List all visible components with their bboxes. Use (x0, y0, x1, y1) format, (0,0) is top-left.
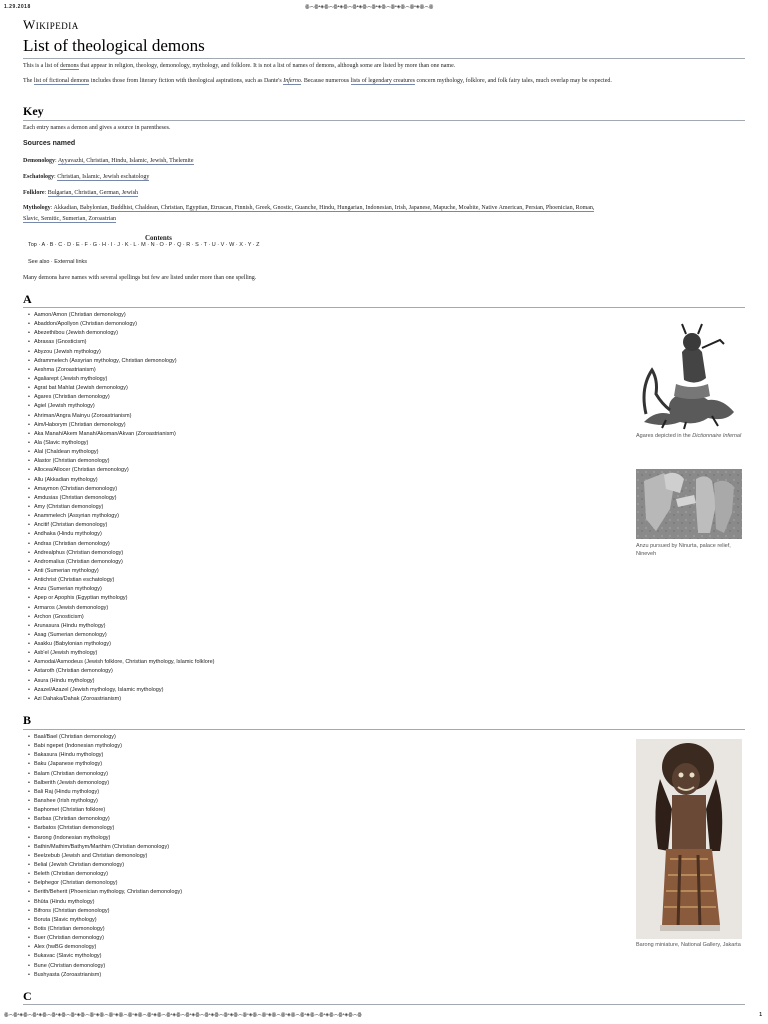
b-entry-link[interactable]: Buer (Christian demonology) (33, 935, 104, 942)
a-entry-link[interactable]: Asb'el (Jewish mythology) (33, 650, 98, 657)
demon-list-item (28, 640, 214, 649)
title-divider (23, 58, 745, 59)
b-entry-link[interactable]: Barong (Indonesian mythology) (33, 834, 111, 841)
demon-list-item (28, 751, 182, 760)
barong-miniature-photo (636, 739, 742, 939)
page-number: 1 (759, 1012, 762, 1018)
demon-list-item (28, 925, 182, 934)
demon-list-item (28, 594, 214, 603)
a-entry-link[interactable]: Apep or Apophis (Egyptian mythology) (33, 595, 128, 602)
a-entry-link[interactable]: Aamon/Amon (Christian demonology) (33, 312, 126, 318)
eschatology-sources: Eschatology: Christian, Islamic, Jewish eschatology (23, 174, 150, 180)
a-entry-link[interactable]: Antichrist (Christian eschatology) (33, 577, 115, 584)
demon-list-item (28, 366, 214, 375)
section-c-heading: C (23, 989, 32, 1003)
demon-list-item (28, 530, 214, 539)
a-entry-link[interactable]: Agaliarept (Jewish mythology) (33, 375, 108, 382)
a-entry-link[interactable]: Astaroth (Christian demonology) (33, 668, 113, 675)
demon-list-item (28, 476, 214, 485)
demon-list-item (28, 311, 214, 320)
mythology-links-2[interactable]: Slavic, Semitic, Sumerian, Zoroastrian (23, 216, 116, 222)
a-entry-link[interactable]: Asmodai/Asmodeus (Jewish folklore, Christian mythology, Islamic folklore) (33, 659, 215, 666)
toc-extra-links[interactable]: See also · External links (28, 259, 87, 265)
demon-list-item (28, 457, 214, 466)
a-entry-link[interactable]: Azi Dahaka/Dahak (Zoroastrianism) (33, 695, 122, 702)
b-entry-link[interactable]: Botis (Christian demonology) (33, 925, 105, 932)
b-entry-link[interactable]: Baphomet (Christian folklore) (33, 807, 106, 814)
section-a-heading: A (23, 292, 32, 306)
a-entry-link[interactable]: Abezethibou (Jewish demonology) (33, 330, 119, 337)
demon-list-item (28, 843, 182, 852)
demon-list-item (28, 430, 214, 439)
b-entry-link[interactable]: Bathin/Mathim/Bathym/Marthim (Christian demonology) (33, 843, 170, 850)
demon-list-item (28, 907, 182, 916)
demon-list-item (28, 806, 182, 815)
b-entry-link[interactable]: Beleth (Christian demonology) (33, 871, 108, 878)
demon-list-item (28, 622, 214, 631)
demon-list-item (28, 512, 214, 521)
demon-list-item (28, 421, 214, 430)
key-heading: Key (23, 104, 44, 118)
a-entry-link[interactable]: Amaymon (Christian demonology) (33, 485, 118, 492)
demon-list-item (28, 962, 182, 971)
demon-list-item (28, 943, 182, 952)
demon-list-item (28, 934, 182, 943)
intro-paragraph-2: The list of fictional demons includes those from literary fiction with theological aspirations, such as Dante's Inferno. Because numerous lists of legendary creatures concern mythology, folklore, and folk fairy tales, much overlap may be expected. (23, 78, 612, 84)
demon-list-item (28, 521, 214, 530)
a-entry-link[interactable]: Abaddon/Apollyon (Christian demonology) (33, 321, 137, 328)
demon-list-item (28, 393, 214, 402)
demons-link[interactable]: demons (60, 63, 79, 69)
demon-list-item (28, 695, 214, 704)
demon-list-item (28, 770, 182, 779)
a-entry-link[interactable]: Asura (Hindu mythology) (33, 677, 95, 684)
mythology-sources: Mythology: Akkadian, Babylonian, Buddhist, Chaldean, Christian, Egyptian, Etruscan, Finnish, Greek, Gnostic, Guanche, Hindu, Hungarian, Indonesian, Irish, Japanese, Mapuche, Moabite, Native American, Persian, Phoenician, Roman, Slavic, Semitic, Sumerian, Zoroastrian (23, 205, 595, 222)
a-entry-link[interactable]: Agiel (Jewish mythology) (33, 403, 95, 410)
agares-illustration (636, 318, 742, 430)
legendary-creatures-link[interactable]: lists of legendary creatures (350, 78, 416, 84)
demon-list-item (28, 585, 214, 594)
b-entry-link[interactable]: Baal/Bael (Christian demonology) (33, 734, 116, 740)
demon-list-item (28, 357, 214, 366)
barong-caption: Barong miniature, National Gallery, Jakarta (636, 942, 741, 948)
toc-letters[interactable]: Top · A · B · C · D · E · F · G · H · I · J · K · L · M · N · O · P · Q · R · S · T · U · V · W · X · Y · Z (28, 242, 260, 248)
a-entry-link[interactable]: Abraxas (Gnosticism) (33, 339, 87, 346)
demon-list-item (28, 402, 214, 411)
a-entry-link[interactable]: Arunasura (Hindu mythology) (33, 622, 106, 629)
demon-list-item (28, 439, 214, 448)
b-entry-link[interactable]: Bune (Christian demonology) (33, 962, 106, 969)
demon-list-item (28, 503, 214, 512)
key-text: Each entry names a demon and gives a source in parentheses. (23, 125, 171, 131)
demon-list-item (28, 879, 182, 888)
demon-list-item (28, 338, 214, 347)
sources-heading: Sources named (23, 140, 76, 147)
b-entry-link[interactable]: Banshee (Irish mythology) (33, 797, 98, 804)
demon-list-item (28, 576, 214, 585)
demon-list-item (28, 733, 182, 742)
b-entry-link[interactable]: Bifrons (Christian demonology) (33, 907, 110, 914)
demon-list-item (28, 888, 182, 897)
a-entry-link[interactable]: Adrammelech (Assyrian mythology, Christian demonology) (33, 357, 177, 364)
spelling-note: Many demons have names with several spellings but few are listed under more than one spelling. (23, 275, 257, 281)
a-entry-link[interactable]: Agares (Christian demonology) (33, 394, 110, 401)
demonology-links[interactable]: Ayyavazhi, Christian, Hindu, Islamic, Jewish, Thelemite (57, 158, 194, 164)
demon-list-item (28, 567, 214, 576)
a-entry-link[interactable]: Aeshma (Zoroastrianism) (33, 366, 96, 373)
a-entry-link[interactable]: Asakku (Babylonian mythology) (33, 641, 111, 648)
b-entry-link[interactable]: Bushyasta (Zoroastrianism) (33, 971, 102, 978)
a-entry-link[interactable]: Alal (Chaldean mythology) (33, 449, 99, 456)
folklore-sources: Folklore: Bulgarian, Christian, German, Jewish (23, 190, 139, 196)
print-header (0, 0, 768, 14)
mythology-links[interactable]: Akkadian, Babylonian, Buddhist, Chaldean, Christian, Egyptian, Etruscan, Finnish, Greek, Gnostic, Guanche, Hindu, Hungarian, Indonesian, Irish, Japanese, Mapuche, Moabite, Native American, Persian, Phoenician, Roman, (53, 205, 595, 211)
demon-list-item (28, 604, 214, 613)
demon-list-item (28, 971, 182, 980)
demon-list-item (28, 649, 214, 658)
demon-list-item (28, 348, 214, 357)
demon-list-item (28, 788, 182, 797)
b-entry-link[interactable]: Belphegor (Christian demonology) (33, 880, 118, 887)
anzu-relief-photo (636, 469, 742, 539)
b-entry-link[interactable]: Bukavac (Slavic mythology) (33, 953, 102, 960)
demon-list-item (28, 494, 214, 503)
demon-list-item (28, 412, 214, 421)
eschatology-links[interactable]: Christian, Islamic, Jewish eschatology (57, 174, 150, 180)
a-entry-link[interactable]: Allocea/Allocer (Christian demonology) (33, 467, 129, 474)
demon-list-item (28, 870, 182, 879)
a-entry-link[interactable]: Anti (Sumerian mythology) (33, 567, 99, 574)
demon-list-item (28, 329, 214, 338)
demon-list-item (28, 558, 214, 567)
demon-list-item (28, 667, 214, 676)
b-entry-link[interactable]: Barbas (Christian demonology) (33, 816, 110, 823)
header-ornament: ꙮ෴ꙮ•◈ꙮ෴ꙮ•◈ꙮ෴ꙮ•◈ꙮ෴ꙮ•◈ꙮ෴ꙮ•◈ꙮ෴ꙮ•◈ꙮ෴ꙮ (305, 4, 434, 10)
print-date: 1.29.2018 (4, 4, 31, 10)
a-entry-link[interactable]: Amy (Christian demonology) (33, 503, 104, 510)
b-entry-link[interactable]: Balberith (Jewish demonology) (33, 779, 110, 786)
fictional-demons-link[interactable]: list of fictional demons (33, 78, 90, 84)
demon-list-item (28, 861, 182, 870)
a-entry-link[interactable]: Agrat bat Mahlat (Jewish demonology) (33, 385, 128, 392)
demon-list-item (28, 384, 214, 393)
demon-list-item (28, 631, 214, 640)
demon-list-item (28, 613, 214, 622)
a-entry-link[interactable]: Ancitif (Christian demonology) (33, 522, 108, 529)
anzu-caption: Anzu pursued by Ninurta, palace relief, Nineveh (636, 543, 731, 557)
b-entry-link[interactable]: Balam (Christian demonology) (33, 770, 108, 777)
intro-paragraph-1: This is a list of demons that appear in religion, theology, demonology, mythology, and folklore. It is not a list of names of demons, although some are listed by more than one name. (23, 63, 456, 69)
demon-list-item (28, 742, 182, 751)
b-entry-link[interactable]: Bhūta (Hindu mythology) (33, 898, 95, 905)
inferno-link[interactable]: Inferno (283, 78, 301, 84)
section-b-divider (23, 729, 745, 730)
b-entry-link[interactable]: Bakasura (Hindu mythology) (33, 752, 104, 759)
b-entry-link[interactable]: Baku (Japanese mythology) (33, 761, 103, 768)
demon-list-item (28, 466, 214, 475)
demon-list-item (28, 320, 214, 329)
folklore-links[interactable]: Bulgarian, Christian, German, Jewish (47, 190, 139, 196)
demon-list-item (28, 815, 182, 824)
a-entry-link[interactable]: Andras (Christian demonology) (33, 540, 110, 547)
b-entry-link[interactable]: Belial (Jewish Christian demonology) (33, 861, 125, 868)
a-entry-link[interactable]: Ala (Slavic mythology) (33, 439, 89, 446)
a-entry-link[interactable]: Archon (Gnosticism) (33, 613, 84, 620)
b-entry-link[interactable]: Babi ngepet (Indonesian mythology) (33, 743, 122, 750)
agares-caption: Agares depicted in the Dictionnaire Infernal (636, 433, 742, 439)
a-entry-link[interactable]: Asag (Sumerian demonology) (33, 631, 107, 638)
page-title: List of theological demons (23, 36, 205, 55)
section-b-list (28, 733, 182, 980)
a-entry-link[interactable]: Andrealphus (Christian demonology) (33, 549, 124, 556)
demon-list-item (28, 658, 214, 667)
section-c-divider (23, 1004, 745, 1005)
print-footer (0, 1008, 768, 1024)
b-entry-link[interactable]: Berith/Beherit (Phoenician mythology, Christian demonology) (33, 889, 183, 896)
a-entry-link[interactable]: Allu (Akkadian mythology) (33, 476, 98, 483)
b-entry-link[interactable]: Bali Raj (Hindu mythology) (33, 788, 100, 795)
a-entry-link[interactable]: Aka Manah/Akem Manah/Akoman/Akvan (Zoroastrianism) (33, 430, 176, 437)
demon-list-item (28, 448, 214, 457)
b-entry-link[interactable]: Beelzebub (Jewish and Christian demonology) (33, 852, 148, 859)
a-entry-link[interactable]: Abyzou (Jewish mythology) (33, 348, 101, 355)
demon-list-item (28, 852, 182, 861)
wikipedia-logo[interactable]: Wikipedia (23, 17, 79, 32)
demon-list-item (28, 485, 214, 494)
section-b-heading: B (23, 713, 32, 727)
a-entry-link[interactable]: Azazel/Azazel (Jewish mythology, Islamic mythology) (33, 686, 164, 693)
demon-list-item (28, 898, 182, 907)
demon-list-item (28, 760, 182, 769)
a-entry-link[interactable]: Anzu (Sumerian mythology) (33, 586, 102, 593)
demon-list-item (28, 952, 182, 961)
a-entry-link[interactable]: Andhaka (Hindu mythology) (33, 531, 102, 538)
section-a-divider (23, 307, 745, 308)
demon-list-item (28, 834, 182, 843)
a-entry-link[interactable]: Ahriman/Angra Mainyu (Zoroastrianism) (33, 412, 132, 419)
demon-list-item (28, 375, 214, 384)
demonology-sources: Demonology: Ayyavazhi, Christian, Hindu, Islamic, Jewish, Thelemite (23, 158, 194, 164)
demon-list-item (28, 540, 214, 549)
b-entry-link[interactable]: Alex (hwBG demonology) (33, 944, 97, 951)
a-entry-link[interactable]: Alastor (Christian demonology) (33, 458, 110, 465)
a-entry-link[interactable]: Aim/Haborym (Christian demonology) (33, 421, 126, 428)
a-entry-link[interactable]: Anammelech (Assyrian mythology) (33, 513, 119, 520)
section-a-list (28, 311, 214, 704)
b-entry-link[interactable]: Boruta (Slavic mythology) (33, 916, 97, 923)
demon-list-item (28, 549, 214, 558)
a-entry-link[interactable]: Armaros (Jewish demonology) (33, 604, 109, 611)
demon-list-item (28, 916, 182, 925)
demon-list-item (28, 824, 182, 833)
a-entry-link[interactable]: Amdusias (Christian demonology) (33, 494, 117, 501)
b-entry-link[interactable]: Barbatos (Christian demonology) (33, 825, 115, 832)
footer-ornament: ꙮ෴ꙮ•◈ꙮ෴ꙮ•◈ꙮ෴ꙮ•◈ꙮ෴ꙮ•◈ꙮ෴ꙮ•◈ꙮ෴ꙮ•◈ꙮ෴ꙮ•◈ꙮ෴ꙮ•◈ꙮ෴ꙮ•◈ꙮ෴ꙮ•◈ꙮ෴ꙮ•◈ꙮ෴ꙮ•◈ꙮ෴ꙮ•◈ꙮ෴ꙮ•◈ꙮ෴ꙮ•◈ꙮ෴ꙮ•◈ꙮ෴ꙮ•◈ꙮ෴ꙮ•◈ꙮ෴ꙮ (4, 1013, 362, 1018)
a-entry-link[interactable]: Andromalius (Christian demonology) (33, 558, 123, 565)
demon-list-item (28, 797, 182, 806)
demon-list-item (28, 779, 182, 788)
demon-list-item (28, 686, 214, 695)
toc-title: Contents (145, 234, 172, 242)
key-divider (23, 120, 745, 121)
demon-list-item (28, 677, 214, 686)
